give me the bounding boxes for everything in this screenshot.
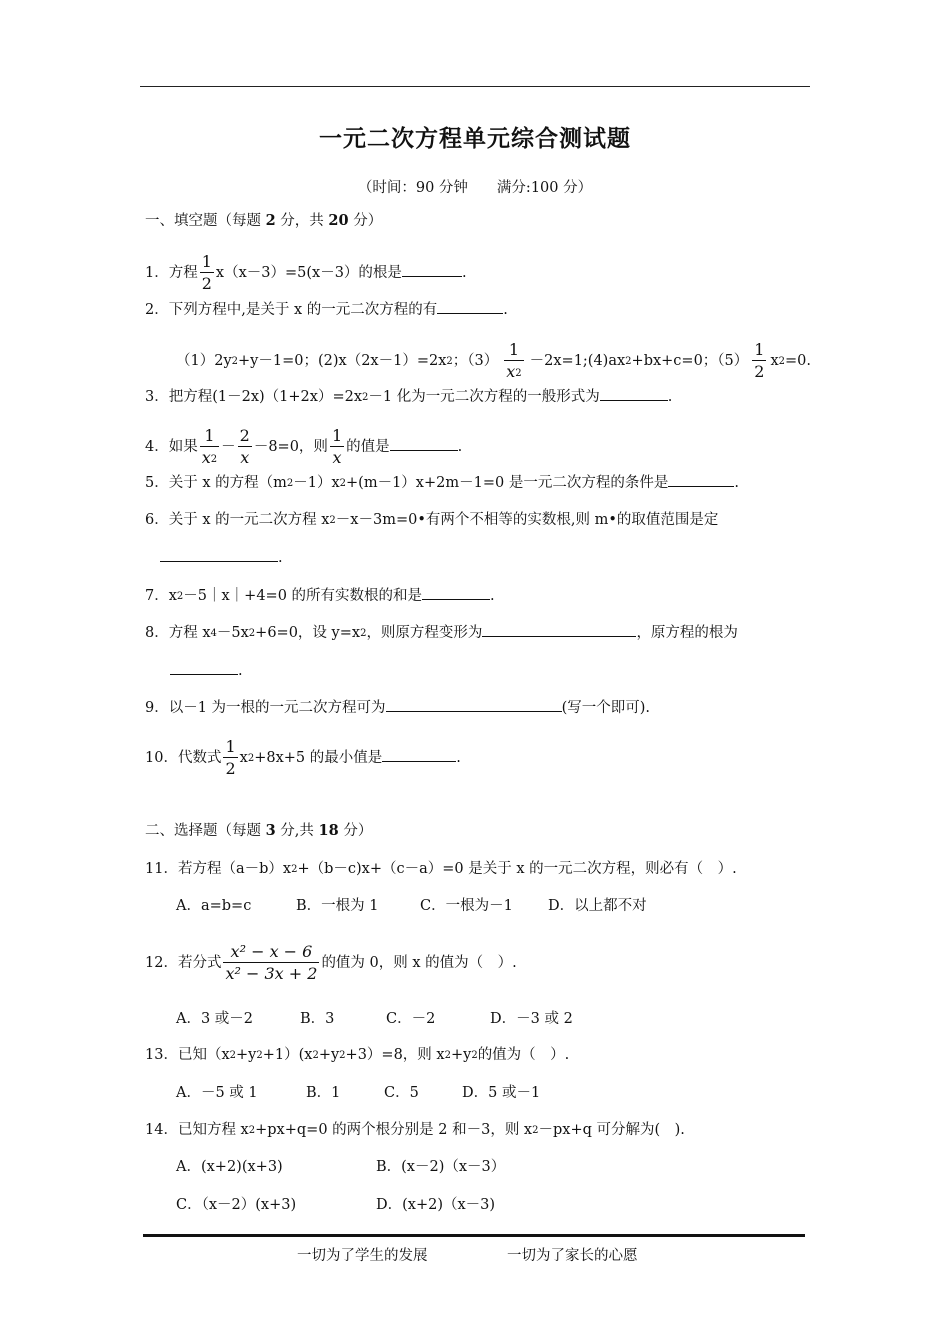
footer-right-motto: 一切为了家长的心愿 (507, 1248, 638, 1264)
header-rule (140, 86, 810, 87)
fraction: $\frac{1}{2}$ (201, 252, 212, 293)
footer-left-motto: 一切为了学生的发展 (297, 1248, 428, 1264)
question-11: 11．若方程（a－b）x2+（b－c)x+（c－a）=0 是关于 x 的一元二次方程，则必有（ ）. (145, 861, 737, 877)
section-1-heading: 一、填空题（每题 2 分，共 20 分） (145, 212, 383, 229)
question-4: 4．如果 $\frac{1}{x2}$ － $\frac{2}{x}$ －8=0，则 $\frac{1}{x}$ 的值是 . (145, 426, 463, 467)
answer-blank[interactable] (422, 585, 490, 600)
page-title: 一元二次方程单元综合测试题 (319, 126, 631, 152)
question-1: 1．方程 $\frac{1}{2}$ x（x－3）=5(x－3）的根是 . (145, 252, 467, 293)
option-c[interactable]: C．一根为－1 (420, 898, 513, 914)
option-d[interactable]: D．5 或－1 (462, 1085, 541, 1101)
option-c[interactable]: C．－2 (386, 1011, 436, 1027)
question-2-options: （1）2y2+y－1=0；(2)x（2x－1）=2x2；（3） $\frac{1}{x2}$ －2x=1;(4)ax2+bx+c=0；（5） $\frac{1}{2}$ x2=0. (176, 340, 812, 381)
question-13-options (176, 1083, 540, 1103)
answer-blank[interactable] (600, 386, 668, 401)
answer-blank[interactable] (437, 299, 503, 314)
fraction: $\frac{1}{2}$ (754, 340, 765, 381)
fraction: $\frac{\text{x² − x − 6}}{\text{x² − 3x + 2}}$ (225, 942, 318, 983)
section-2-heading: 二、选择题（每题 3 分,共 18 分） (145, 822, 373, 839)
question-10: 10．代数式 $\frac{1}{2}$ x2+8x+5 的最小值是 . (145, 737, 461, 778)
option-c[interactable]: C．（x－2）(x+3) (176, 1197, 297, 1213)
option-b[interactable]: B．(x－2)（x－3） (376, 1159, 506, 1175)
fraction: $\frac{2}{x}$ (239, 426, 250, 467)
question-5: 5．关于 x 的方程（m2－1）x2+(m－1）x+2m－1=0 是一元二次方程的条件是 . (145, 472, 739, 495)
option-d[interactable]: D．以上都不对 (548, 898, 647, 914)
question-6-blank-line: . (160, 547, 283, 568)
question-14-options-row-1 (176, 1157, 505, 1177)
question-8: 8．方程 x4－5x2+6=0，设 y=x2，则原方程变形为 ，原方程的根为 (145, 622, 738, 645)
fraction: $\frac{1}{x2}$ (201, 426, 218, 467)
question-2: 2．下列方程中,是关于 x 的一元二次方程的有 . (145, 299, 508, 320)
fraction: $\frac{1}{x}$ (331, 426, 343, 467)
answer-blank[interactable] (382, 747, 456, 762)
question-7: 7．x2－5｜x｜+4=0 的所有实数根的和是 . (145, 585, 495, 608)
question-11-options (176, 896, 647, 916)
footer-rule (143, 1234, 805, 1237)
answer-blank[interactable] (402, 262, 462, 277)
answer-blank[interactable] (482, 622, 636, 637)
question-14: 14．已知方程 x2+px+q=0 的两个根分别是 2 和－3，则 x2－px+q 可分解为( ). (145, 1122, 685, 1138)
option-a[interactable]: A．－5 或 1 (176, 1085, 258, 1101)
option-c[interactable]: C．5 (384, 1085, 419, 1101)
question-14-options-row-2 (176, 1195, 495, 1215)
option-b[interactable]: B．3 (300, 1011, 335, 1027)
question-12: 12．若分式 $\frac{\text{x² − x − 6}}{\text{x² − 3x + 2}}$ 的值为 0，则 x 的值为（ ）. (145, 942, 517, 983)
answer-blank[interactable] (386, 697, 562, 712)
question-6: 6．关于 x 的一元二次方程 x2－x－3m=0•有两个不相等的实数根,则 m•的取值范围是定 (145, 512, 719, 528)
option-b[interactable]: B．1 (306, 1085, 341, 1101)
option-a[interactable]: A．(x+2)(x+3) (176, 1159, 283, 1175)
exam-info: （时间：90 分钟 满分:100 分） (357, 180, 593, 196)
option-d[interactable]: D．(x+2)（x－3) (376, 1197, 496, 1213)
question-12-options (176, 1009, 573, 1029)
option-b[interactable]: B．一根为 1 (296, 898, 379, 914)
answer-blank[interactable] (668, 472, 734, 487)
option-d[interactable]: D．－3 或 2 (490, 1011, 573, 1027)
question-3: 3．把方程(1－2x)（1+2x）=2x2－1 化为一元二次方程的一般形式为 . (145, 386, 672, 409)
fraction: $\frac{1}{x2}$ (506, 340, 522, 381)
answer-blank[interactable] (160, 547, 278, 562)
answer-blank[interactable] (390, 436, 458, 451)
option-a[interactable]: A．3 或－2 (176, 1011, 254, 1027)
question-9: 9．以－1 为一根的一元二次方程可为 (写一个即可). (145, 697, 650, 718)
question-8-blank-line: . (170, 660, 243, 681)
fraction: $\frac{1}{2}$ (225, 737, 236, 778)
answer-blank[interactable] (170, 660, 238, 675)
option-a[interactable]: A．a=b=c (176, 898, 252, 914)
question-13: 13．已知（x2+y2+1）(x2+y2+3）=8，则 x2+y2的值为（ ）. (145, 1047, 570, 1063)
